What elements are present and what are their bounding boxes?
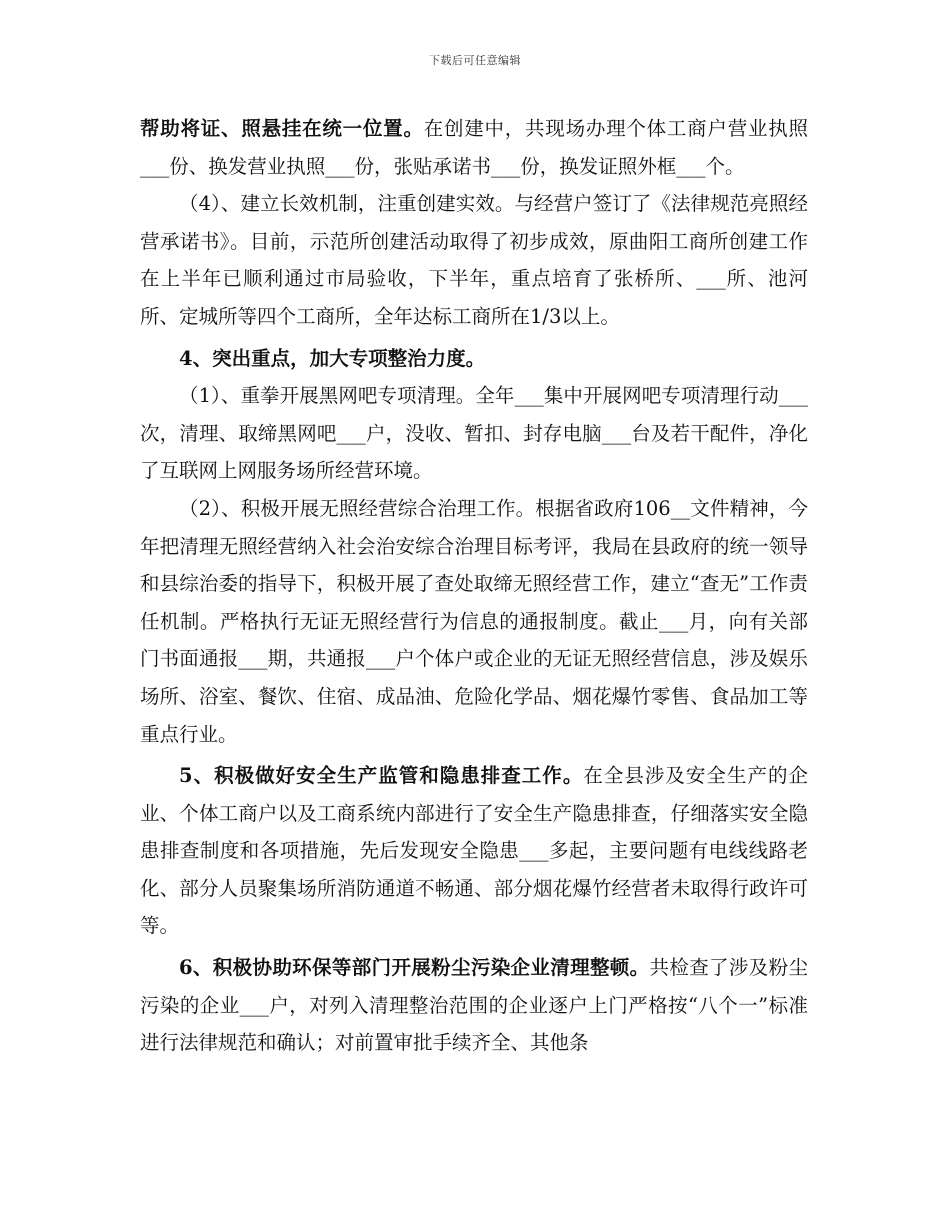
section-4-heading: 4、突出重点，加大专项整治力度。 [179,346,486,370]
paragraph-4 [140,377,808,490]
document-body [140,110,808,1062]
paragraph-6-text: 在全县涉及安全生产的企业、个体工商户以及工商系统内部进行了安全生产隐患排查，仔细落实安全隐患排查制度和各项措施，先后发现安全隐患___多起，主要问题有电线线路老化、部分人员聚集场所消防通道不畅通、部分烟花爆竹经营者未取得行政许可等。 [140,764,808,938]
paragraph-1 [140,110,808,185]
paragraph-5 [140,490,808,753]
paragraph-3-heading [140,340,808,378]
paragraph-4-text: （1）、重拳开展黑网吧专项清理。全年___集中开展网吧专项清理行动___次，清理、取缔黑网吧___户，没收、暂扣、封存电脑___台及若干配件，净化了互联网上网服务场所经营环境。 [140,384,808,483]
section-5-heading: 5、积极做好安全生产监管和隐患排查工作。 [179,764,584,788]
paragraph-2 [140,185,808,335]
paragraph-7 [140,949,808,1062]
paragraph-7-text: 共检查了涉及粉尘污染的企业___户，对列入清理整治范围的企业逐户上门严格按“八个一”标准进行法律规范和确认；对前置审批手续齐全、其他条 [140,956,808,1055]
paragraph-6 [140,757,808,945]
section-6-heading: 6、积极协助环保等部门开展粉尘污染企业清理整顿。 [179,956,650,980]
paragraph-1-bold: 帮助将证、照悬挂在统一位置。 [140,117,424,140]
paragraph-2-text: （4）、建立长效机制，注重创建实效。与经营户签订了《法律规范亮照经营承诺书》。目前，示范所创建活动取得了初步成效，原曲阳工商所创建工作在上半年已顺利通过市局验收，下半年，重点培育了张桥所、___所、池河所、定城所等四个工商所，全年达标工商所在1/3以上。 [140,192,808,328]
page-header: 下载后可任意编辑 [429,54,521,67]
paragraph-1-text: 在创建中，共现场办理个体工商户营业执照___份、换发营业执照___份，张贴承诺书___份，换发证照外框___个。 [140,117,808,178]
paragraph-5-text: （2）、积极开展无照经营综合治理工作。根据省政府106__文件精神，今年把清理无照经营纳入社会治安综合治理目标考评，我局在县政府的统一领导和县综治委的指导下，积极开展了查处取缔无照经营工作，建立“查无”工作责任机制。严格执行无证无照经营行为信息的通报制度。截止___月，向有关部门书面通报___期，共通报___户个体户或企业的无证无照经营信息，涉及娱乐场所、浴室、餐饮、住宿、成品油、危险化学品、烟花爆竹零售、食品加工等重点行业。 [140,496,808,746]
